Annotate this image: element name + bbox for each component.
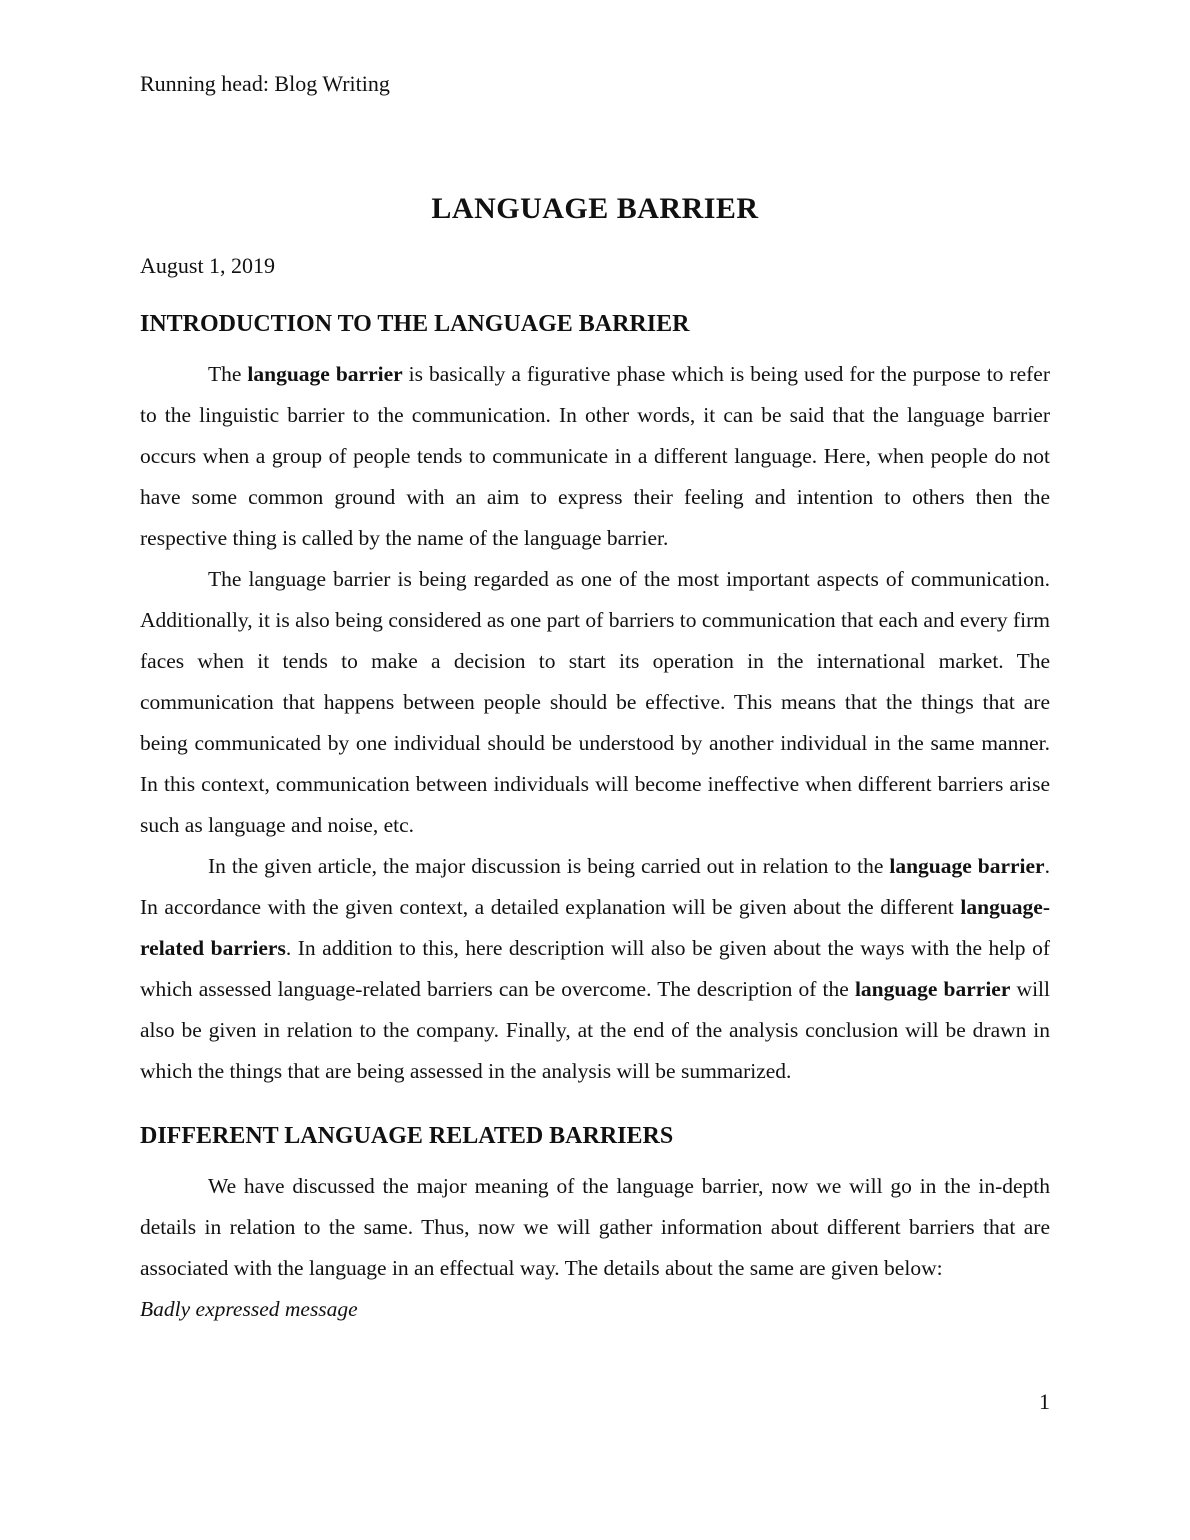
section-heading-introduction: INTRODUCTION TO THE LANGUAGE BARRIER: [140, 311, 690, 337]
running-head: Running head: Blog Writing: [140, 71, 390, 96]
subheading-badly-expressed-message: Badly expressed message: [140, 1297, 358, 1321]
section-introduction: [140, 308, 1050, 1092]
document-title: LANGUAGE BARRIER: [431, 192, 759, 225]
paragraph: The language barrier is basically a figurative phase which is being used for the purpose to refer to the linguistic barrier to the communication. In other words, it can be said that the language barrier occurs when a group of people tends to communicate in a different language. Here, when people do not have some common ground with an aim to express their feeling and intention to others then the respective thing is called by the name of the language barrier.: [140, 362, 1050, 550]
paragraph: In the given article, the major discussion is being carried out in relation to the language barrier. In accordance with the given context, a detailed explanation will be given about the different language-related barriers. In addition to this, here description will also be given about the ways with the help of which assessed language-related barriers can be overcome. The description of the language barrier will also be given in relation to the company. Finally, at the end of the analysis conclusion will be drawn in which the things that are being assessed in the analysis will be summarized.: [140, 854, 1050, 1083]
page-number: 1: [1039, 1389, 1050, 1414]
date-line: August 1, 2019: [140, 253, 276, 278]
paragraph: We have discussed the major meaning of the language barrier, now we will go in the in-depth details in relation to the same. Thus, now we will gather information about different barriers that are associated with the language in an effectual way. The details about the same are given below:: [140, 1174, 1050, 1280]
paragraph: The language barrier is being regarded as one of the most important aspects of communication. Additionally, it is also being considered as one part of barriers to communication that each and every firm faces when it tends to make a decision to start its operation in the international market. The communication that happens between people should be effective. This means that the things that are being communicated by one individual should be understood by another individual in the same manner. In this context, communication between individuals will become ineffective when different barriers arise such as language and noise, etc.: [140, 567, 1050, 837]
section-different-barriers: [140, 1120, 1050, 1330]
section-heading-different-barriers: DIFFERENT LANGUAGE RELATED BARRIERS: [140, 1123, 674, 1149]
